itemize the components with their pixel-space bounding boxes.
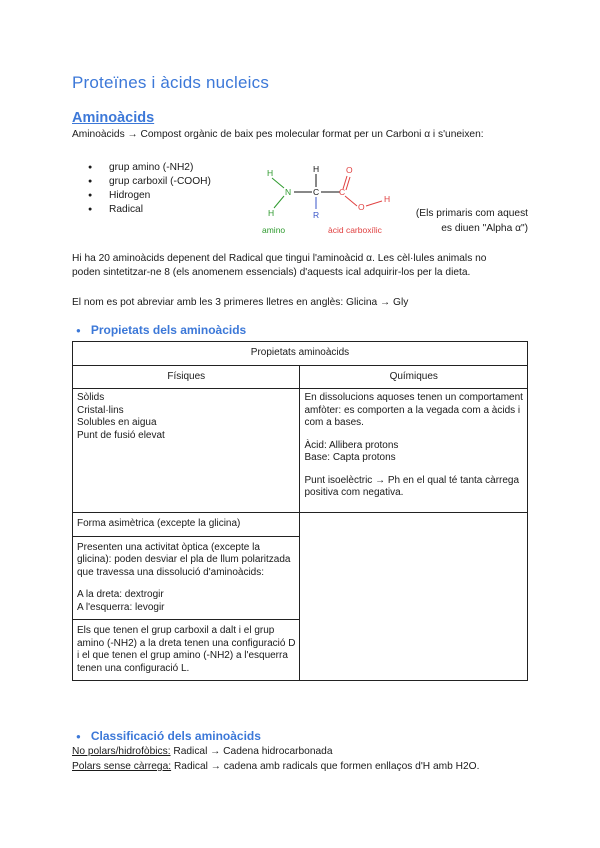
section-heading-aminoacids: Aminoàcids: [72, 110, 155, 126]
atom-o-double: O: [346, 165, 353, 175]
cell-optical-activity: [73, 536, 300, 620]
levogyre-text: A l'esquerra: levogir: [77, 601, 165, 613]
paragraph-line: Hi ha 20 aminoàcids depenent del Radical que tingui l'aminoàcid α. Les cèl·lules animals no: [72, 253, 487, 264]
table-row: [73, 342, 528, 366]
list-item: ● Hidrogen: [88, 189, 211, 203]
column-header-fisiques: Físiques: [73, 365, 300, 389]
atom-n: N: [285, 187, 292, 197]
properties-heading-text: Propietats dels aminoàcids: [90, 323, 247, 337]
atom-r-radical: R: [313, 210, 320, 220]
amino-group-label: amino: [262, 225, 286, 235]
cell-configuration: Els que tenen el grup carboxil a dalt i el grup amino (-NH2) a la dreta tenen una configuració D i el que tenen el grup amino (-NH2) a l'esquerra tenen una configuració L.: [73, 620, 300, 681]
list-item: ● grup amino (-NH2): [88, 161, 211, 175]
classification-heading-text: Classificació dels aminoàcids: [90, 729, 261, 743]
atom-h-hydroxyl: H: [384, 194, 391, 204]
properties-heading: [76, 323, 246, 337]
classification-line-polar: [72, 760, 479, 774]
paragraph-abbreviation: El nom es pot abreviar amb les 3 primeres lletres en anglès: Glicina → Gly: [72, 297, 409, 308]
table-row: [73, 365, 528, 389]
list-item: Sòlids: [77, 392, 105, 403]
table-row: [73, 513, 528, 537]
polar-text: Radical → cadena amb radicals que formen enllaços d'H amb H2O.: [171, 761, 480, 772]
page-title: Proteïnes i àcids nucleics: [72, 73, 270, 92]
alpha-note-line2: es diuen "Alpha α"): [441, 223, 528, 234]
nonpolar-text: Radical → Cadena hidrocarbonada: [170, 746, 333, 757]
cell-fisiques-list: [73, 389, 300, 513]
list-item: Solubles en aigua: [77, 417, 157, 428]
list-item: ● Radical: [88, 203, 211, 217]
alpha-note: [402, 206, 528, 236]
classification-heading: [76, 729, 261, 743]
aminoacid-definition: Aminoàcids → Compost orgànic de baix pes molecular format per un Carboni α i s'uneixen:: [72, 129, 484, 140]
atom-c-carboxyl: C: [339, 187, 346, 197]
paragraph-line: poden sintetitzar-ne 8 (els anomenem essencials) d'aquests ical adquirir-los per la dieta.: [72, 267, 471, 278]
atom-h-amino-top: H: [267, 168, 274, 178]
quimiques-base: Base: Capta protons: [304, 452, 396, 463]
list-item: ● grup carboxil (-COOH): [88, 175, 211, 189]
nonpolar-label: No polars/hidrofòbics:: [72, 746, 171, 757]
cell-empty: [300, 513, 528, 681]
bullet-dot-icon: ●: [76, 732, 81, 741]
quimiques-acid: Àcid: Allibera protons: [304, 439, 399, 451]
atom-h-amino-bottom: H: [268, 208, 275, 218]
quimiques-amphoteric: En dissolucions aquoses tenen un comportament amfòter: es comporten a la vegada com a àcids i com a bases.: [304, 392, 523, 428]
atom-o-hydroxyl: O: [358, 202, 365, 212]
paragraph-20-aminoacids: [72, 252, 486, 280]
quimiques-isoelectric: Punt isoelèctric → Ph en el qual té tanta càrrega positiva com negativa.: [304, 474, 520, 498]
cell-quimiques: [300, 389, 528, 513]
polar-label: Polars sense càrrega:: [72, 761, 172, 772]
dextrogyre-text: A la dreta: dextrogir: [77, 589, 164, 600]
table-row: [73, 389, 528, 513]
atom-h-alpha: H: [313, 164, 320, 174]
optical-activity-text: Presenten una activitat òptica (excepte la glicina): poden desviar el pla de llum polaritzada que travessa una dissolució d'aminoàcids:: [77, 541, 291, 578]
carboxyl-group-label: àcid carboxílic: [328, 225, 382, 235]
bullet-dot-icon: ●: [76, 326, 81, 335]
table-title-cell: Propietats aminoàcids: [73, 342, 528, 366]
aminoacid-components-list: [88, 161, 211, 217]
atom-c-alpha: C: [313, 187, 320, 197]
amino-acid-structure-diagram: [258, 160, 408, 240]
column-header-quimiques: Químiques: [300, 365, 528, 389]
properties-table: [72, 341, 528, 681]
list-item: Cristal·lins: [77, 404, 124, 416]
alpha-note-line1: (Els primaris com aquest: [415, 208, 528, 219]
cell-asymmetric: Forma asimètrica (excepte la glicina): [73, 513, 300, 537]
list-item: Punt de fusió elevat: [77, 429, 165, 441]
classification-line-nonpolar: [72, 745, 333, 759]
